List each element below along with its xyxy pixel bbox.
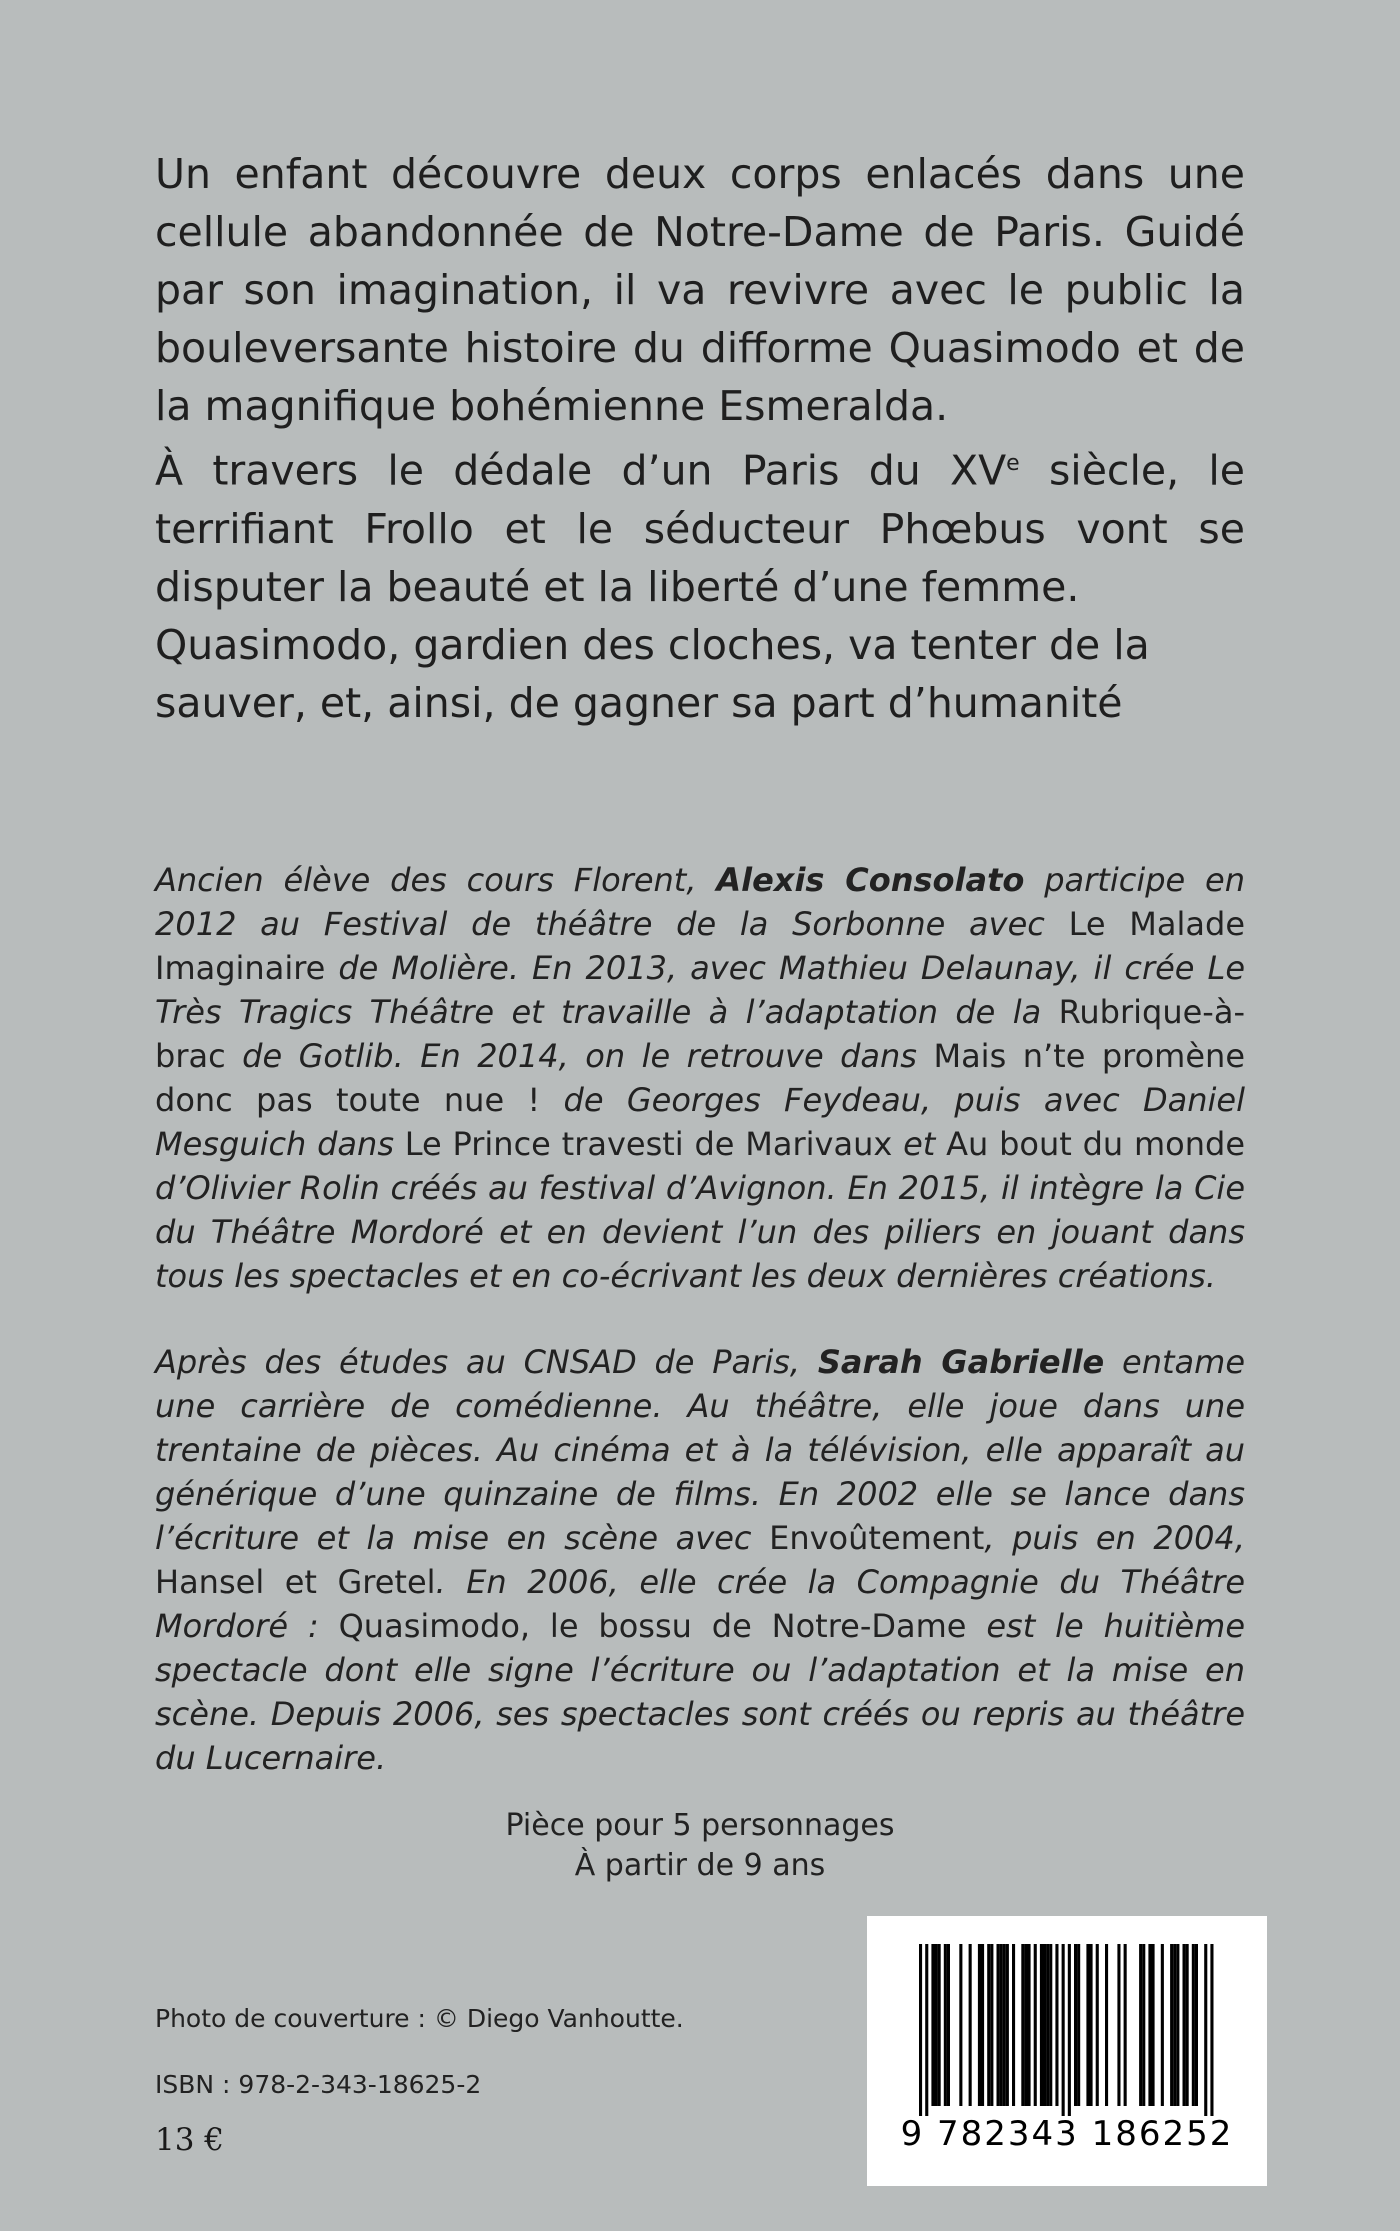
barcode-bar	[987, 1944, 990, 2106]
bio1-text: participe en 2012 au Festival de théâtre de la Sorbonne avec	[155, 861, 1246, 943]
barcode-bar	[1148, 1944, 1151, 2106]
synopsis-p2-end: siècle, le terrifiant Frollo et le séducteur Phœbus vont se disputer la beauté et la liberté d’une femme.	[155, 446, 1245, 611]
work-title: Rubrique-à-brac	[155, 993, 1245, 1075]
work-title: Mais n’te promène donc pas toute nue !	[155, 1037, 1246, 1119]
barcode-bar	[969, 1944, 972, 2106]
barcode-bar	[1049, 1944, 1052, 2106]
synopsis-p2-start: À travers le dédale d’un Paris du XV	[155, 446, 1007, 495]
barcode-bar	[1055, 1944, 1058, 2106]
bio1-text: de Molière. En 2013, avec Mathieu Delaunay, il crée Le Très Tragics Théâtre et travaille à l’adaptation de la	[155, 949, 1245, 1031]
barcode-bar	[1161, 1944, 1164, 2106]
barcode-bar	[981, 1944, 984, 2106]
work-title: Envoûtement	[769, 1519, 985, 1557]
work-title: Au bout du monde	[946, 1125, 1246, 1163]
barcode-bar	[1195, 1944, 1198, 2106]
barcode-bar	[1077, 1944, 1080, 2106]
barcode-bar	[935, 1944, 938, 2106]
barcode-bar	[1192, 1944, 1195, 2106]
synopsis-paragraph-2	[155, 435, 1245, 616]
bio1-text: de Georges Feydeau, puis avec Daniel Mesguich dans	[155, 1081, 1246, 1163]
bio1-text: Ancien élève des cours Florent,	[155, 861, 717, 899]
barcode-bar	[1024, 1944, 1027, 2106]
bio2-text: , puis en 2004,	[984, 1519, 1245, 1557]
bio2-text: . En 2006, elle crée la Compagnie du Théâtre Mordoré :	[155, 1563, 1246, 1645]
photo-credit: Photo de couverture : © Diego Vanhoutte.	[155, 2004, 684, 2033]
work-title: Quasimodo, le bossu de Notre-Dame	[338, 1607, 967, 1645]
barcode-bar	[1062, 1944, 1065, 2116]
barcode-bar	[1096, 1944, 1099, 2106]
barcode-digits: 9 782343 186252	[900, 2114, 1234, 2154]
century-superscript: e	[1006, 451, 1020, 476]
barcode-bars	[867, 1916, 1267, 2116]
cast-size: Pièce pour 5 personnages	[505, 1808, 895, 1843]
synopsis-paragraph-3: Quasimodo, gardien des cloches, va tenter de la sauver, et, ainsi, de gagner sa part d’humanité	[155, 620, 1150, 727]
work-title: Le Prince travesti de Marivaux	[404, 1125, 893, 1163]
barcode-bar	[1173, 1944, 1176, 2106]
synopsis	[155, 145, 1245, 732]
barcode-bar	[1124, 1944, 1127, 2106]
bio2-text: Après des études au CNSAD de Paris,	[155, 1343, 818, 1381]
barcode-bar	[997, 1944, 1000, 2106]
play-info	[400, 1806, 1000, 1886]
barcode-bar	[1021, 1944, 1024, 2106]
barcode-bar	[1012, 1944, 1015, 2106]
work-title: Le Malade Imaginaire	[155, 905, 1246, 987]
barcode-bar	[1139, 1944, 1142, 2106]
barcode-bar	[990, 1944, 993, 2106]
barcode-bar	[1176, 1944, 1179, 2106]
barcode-bar	[944, 1944, 947, 2106]
barcode-bar	[1043, 1944, 1046, 2106]
barcode-bar	[931, 1944, 934, 2106]
bio1-text: de Gotlib. En 2014, on le retrouve dans	[225, 1037, 934, 1075]
barcode-bar	[1204, 1944, 1207, 2116]
barcode-bar	[925, 1944, 928, 2116]
bio2-text: est le huitième spectacle dont elle signe l’écriture ou l’adaptation et la mise en scène. Depuis 2006, ses spectacles sont créés ou repris au théâtre du Lucernaire.	[155, 1607, 1246, 1777]
barcode-bar	[959, 1944, 962, 2106]
barcode-bar	[1006, 1944, 1009, 2106]
author-bio-sarah-gabrielle	[155, 1340, 1245, 1780]
barcode-bar	[1117, 1944, 1120, 2106]
isbn: ISBN : 978-2-343-18625-2	[155, 2070, 482, 2099]
synopsis-paragraph-1: Un enfant découvre deux corps enlacés dans une cellule abandonnée de Notre-Dame de Paris. Guidé par son imagination, il va revivre avec le public la bouleversante histoire du difforme Quasimodo et de la magnifique bohémienne Esmeralda.	[155, 150, 1245, 430]
barcode-bar	[1152, 1944, 1155, 2106]
age-rating: À partir de 9 ans	[574, 1848, 826, 1883]
barcode-bar	[1105, 1944, 1108, 2106]
price: 13 €	[155, 2122, 225, 2158]
bio1-text: et	[892, 1125, 947, 1163]
barcode-bar	[1028, 1944, 1031, 2106]
barcode-bar	[1210, 1944, 1213, 2116]
barcode-bar	[1090, 1944, 1093, 2106]
barcode-bar	[919, 1944, 922, 2116]
barcode-bar	[1003, 1944, 1006, 2106]
barcode-bar	[1046, 1944, 1049, 2106]
barcode-bar	[978, 1944, 981, 2106]
barcode-bar	[1142, 1944, 1145, 2106]
barcode-bar	[1000, 1944, 1003, 2106]
author-name: Alexis Consolato	[716, 861, 1025, 899]
barcode-bar	[1170, 1944, 1173, 2106]
author-name: Sarah Gabrielle	[817, 1343, 1105, 1381]
work-title: Hansel et Gretel	[155, 1563, 436, 1601]
bio1-text: d’Olivier Rolin créés au festival d’Avignon. En 2015, il intègre la Cie du Théâtre Mordoré et en devient l’un des piliers en jouant dans tous les spectacles et en co-écrivant les deux dernières créations.	[155, 1169, 1245, 1295]
barcode-bar	[938, 1944, 941, 2106]
author-bio-alexis-consolato	[155, 858, 1245, 1298]
barcode-bar	[1086, 1944, 1089, 2106]
barcode-bar	[1034, 1944, 1037, 2106]
barcode-bar	[1068, 1944, 1071, 2116]
barcode-bar	[1186, 1944, 1189, 2106]
barcode-bar	[1074, 1944, 1077, 2106]
barcode	[867, 1916, 1267, 2186]
barcode-bar	[947, 1944, 950, 2106]
bio2-text: entame une carrière de comédienne. Au théâtre, elle joue dans une trentaine de pièces. Au cinéma et à la télévision, elle apparaît au générique d’une quinzaine de films. En 2002 elle se lance dans l’écriture et la mise en scène avec	[155, 1343, 1246, 1557]
barcode-bar	[1040, 1944, 1043, 2106]
barcode-bar	[1183, 1944, 1186, 2106]
